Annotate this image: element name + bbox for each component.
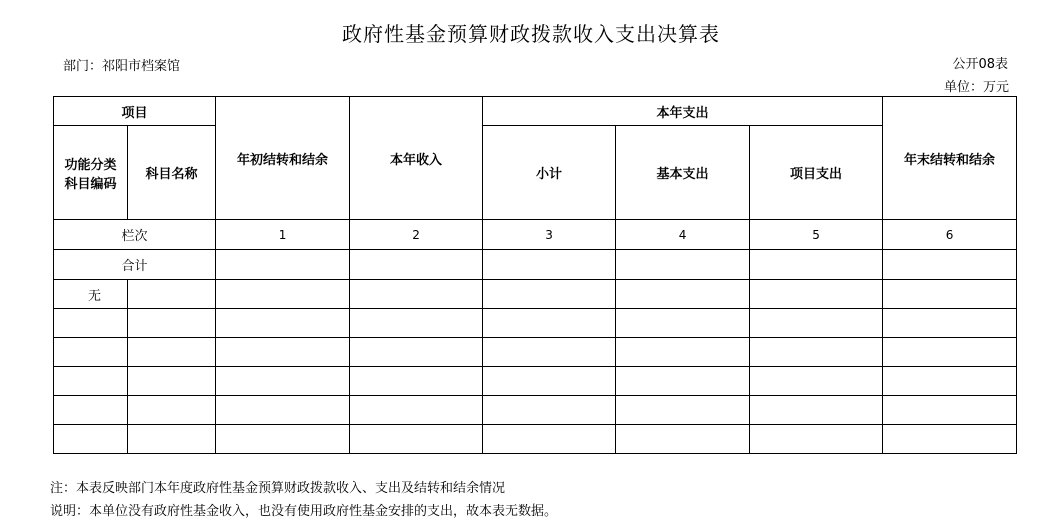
table-row <box>54 280 1017 309</box>
table-cell <box>350 425 483 454</box>
fund-budget-table <box>53 96 1017 454</box>
table-cell <box>350 309 483 338</box>
table-cell <box>216 367 350 396</box>
table-cell <box>883 309 1017 338</box>
header-item: 项目 <box>54 97 216 126</box>
header-subtotal: 小计 <box>483 126 616 220</box>
unit-label: 单位：万元 <box>943 80 1009 95</box>
table-row <box>54 309 1017 338</box>
table-cell <box>54 338 128 367</box>
table-cell <box>216 425 350 454</box>
table-cell <box>54 367 128 396</box>
table-cell <box>616 280 750 309</box>
table-cell <box>616 250 750 280</box>
header-income: 本年收入 <box>350 97 483 220</box>
table-cell <box>216 338 350 367</box>
table-cell <box>750 338 883 367</box>
header-subject-name: 科目名称 <box>128 126 216 220</box>
table-cell <box>750 309 883 338</box>
header-func-code: 功能分类科目编码 <box>54 126 128 220</box>
header-project: 项目支出 <box>750 126 883 220</box>
table-cell <box>883 425 1017 454</box>
footnote-explanation: 说明：本单位没有政府性基金收入，也没有使用政府性基金安排的支出，故本表无数据。 <box>50 504 558 519</box>
table-cell <box>883 367 1017 396</box>
table-row <box>54 367 1017 396</box>
header-begin-balance: 年初结转和结余 <box>216 97 350 220</box>
table-cell <box>350 396 483 425</box>
table-cell <box>54 396 128 425</box>
header-basic: 基本支出 <box>616 126 750 220</box>
lanci-cell: 2 <box>350 220 483 250</box>
table-cell <box>616 309 750 338</box>
table-cell <box>483 250 616 280</box>
department-label: 部门：祁阳市档案馆 <box>63 59 181 74</box>
lanci-cell: 3 <box>483 220 616 250</box>
form-number: 公开08表 <box>952 57 1008 72</box>
table-cell <box>483 367 616 396</box>
table-cell <box>350 367 483 396</box>
footnote-scope: 注：本表反映部门本年度政府性基金预算财政拨款收入、支出及结转和结余情况 <box>50 481 506 496</box>
table-cell <box>483 309 616 338</box>
table-cell <box>54 309 128 338</box>
lanci-cell: 6 <box>883 220 1017 250</box>
table-cell <box>750 280 883 309</box>
table-cell <box>750 367 883 396</box>
table-row <box>54 425 1017 454</box>
table-cell <box>128 309 216 338</box>
table-cell <box>350 338 483 367</box>
table-cell <box>216 309 350 338</box>
table-row <box>54 396 1017 425</box>
row-lanci-label: 栏次 <box>54 220 216 250</box>
table-cell <box>483 338 616 367</box>
table-cell <box>128 367 216 396</box>
lanci-cell: 4 <box>616 220 750 250</box>
report-title: 政府性基金预算财政拨款收入支出决算表 <box>342 22 720 46</box>
table-cell <box>54 425 128 454</box>
table-cell <box>750 425 883 454</box>
table-cell <box>350 280 483 309</box>
lanci-cell: 5 <box>750 220 883 250</box>
table-cell <box>128 338 216 367</box>
table-cell <box>616 338 750 367</box>
row-total-label: 合计 <box>54 250 216 280</box>
table-cell <box>883 396 1017 425</box>
table-cell <box>883 250 1017 280</box>
table-cell <box>128 280 216 309</box>
table-cell <box>216 250 350 280</box>
table-cell <box>750 250 883 280</box>
table-cell <box>616 396 750 425</box>
table-cell <box>483 280 616 309</box>
table-cell <box>128 396 216 425</box>
table-cell <box>216 396 350 425</box>
header-expense-group: 本年支出 <box>483 97 883 126</box>
table-cell <box>483 425 616 454</box>
table-cell <box>350 250 483 280</box>
table-cell <box>483 396 616 425</box>
table-cell <box>616 367 750 396</box>
table-cell <box>883 338 1017 367</box>
lanci-cell: 1 <box>216 220 350 250</box>
header-end-balance: 年末结转和结余 <box>883 97 1017 220</box>
table-cell <box>883 280 1017 309</box>
table-row <box>54 338 1017 367</box>
table-cell <box>750 396 883 425</box>
table-cell <box>128 425 216 454</box>
table-cell <box>616 425 750 454</box>
table-cell <box>216 280 350 309</box>
row-code-cell: 无 <box>54 280 128 309</box>
